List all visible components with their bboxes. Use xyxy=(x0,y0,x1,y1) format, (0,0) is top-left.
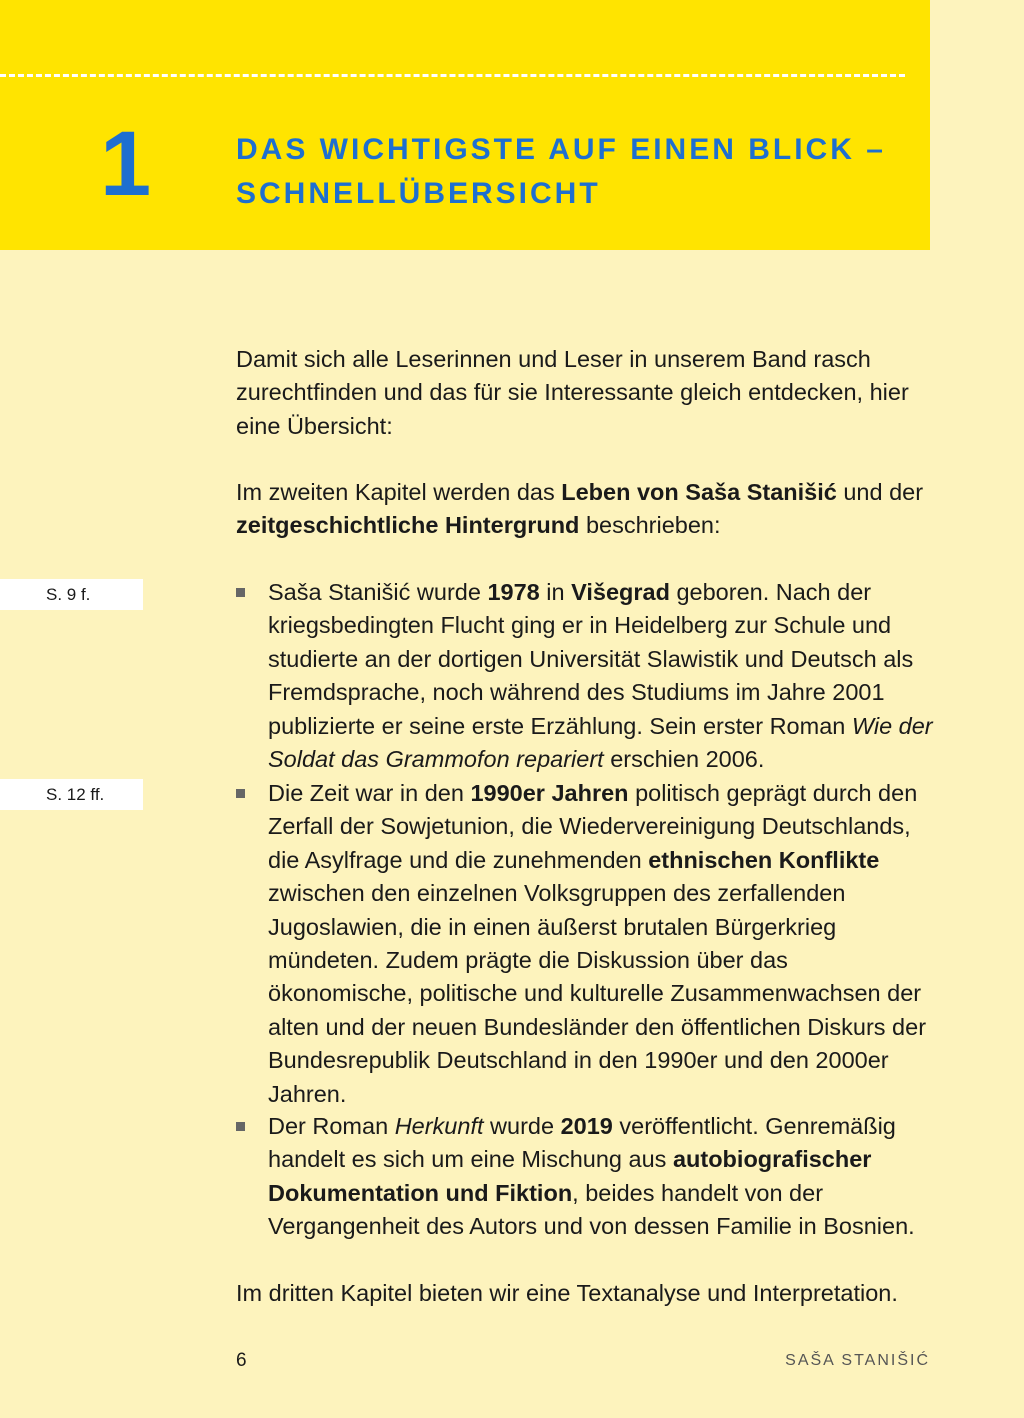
page-number: 6 xyxy=(236,1350,247,1371)
chapter2-intro-bold: zeitgeschichtliche Hintergrund xyxy=(236,512,580,539)
running-footer-author: SAŠA STANIŠIĆ xyxy=(785,1352,930,1369)
chapter2-intro-text: und der xyxy=(836,479,924,505)
bullet-square-icon xyxy=(236,789,245,798)
dashed-rule xyxy=(0,74,905,77)
chapter2-intro-paragraph xyxy=(236,476,936,543)
bullet-item xyxy=(236,777,936,1111)
margin-reference: S. 12 ff. xyxy=(0,779,143,810)
margin-reference: S. 9 f. xyxy=(0,579,143,610)
bullet-item xyxy=(236,1110,936,1244)
chapter-title xyxy=(236,128,916,216)
chapter-title-line2: SCHNELLÜBERSICHT xyxy=(236,177,601,210)
bullet-text: Saša Stanišić wurde 1978 in Višegrad geboren. Nach der kriegsbedingten Flucht ging er in Heidelberg zur Schule und studierte an der dortigen Universität Slawistik und Deutsch als Fremdsprache, noch während des Studiums im Jahre 2001 publizierte er seine erste Erzählung. Sein erster Roman Wie der Soldat das Grammofon repariert erschien 2006. xyxy=(268,579,933,773)
bullet-item xyxy=(236,576,936,776)
chapter2-intro-text: beschrieben: xyxy=(579,512,721,539)
bullet-square-icon xyxy=(236,588,245,597)
chapter-header-band xyxy=(0,0,930,250)
bullet-square-icon xyxy=(236,1122,245,1131)
bullet-text: Der Roman Herkunft wurde 2019 veröffentlicht. Genremäßig handelt es sich um eine Mischung aus autobiografischer Dokumentation und Fiktion, beides handelt von der Vergangenheit des Autors und von dessen Familie in Bosnien. xyxy=(268,1113,915,1240)
chapter-number: 1 xyxy=(100,113,152,215)
bullet-text: Die Zeit war in den 1990er Jahren politisch geprägt durch den Zerfall der Sowjetunion, die Wiedervereinigung Deutschlands, die Asylfrage und die zunehmenden ethnischen Konflikte zwischen den einzelnen Volksgruppen des zerfallenden Jugoslawien, die in einen äußerst brutalen Bürgerkrieg mündeten. Zudem prägte die Diskussion über das ökonomische, politische und kulturelle Zusammenwachsen der alten und der neuen Bundesländer den öffentlichen Diskurs der Bundesrepublik Deutschland in den 1990er und den 2000er Jahren. xyxy=(268,780,927,1107)
chapter3-paragraph: Im dritten Kapitel bieten wir eine Textanalyse und Interpretation. xyxy=(236,1280,898,1306)
chapter-title-line1: DAS WICHTIGSTE AUF EINEN BLICK – xyxy=(236,133,886,166)
chapter2-intro-bold: Leben von Saša Stanišić xyxy=(561,479,837,505)
chapter2-intro-text: Im zweiten Kapitel werden das xyxy=(236,479,562,505)
intro-paragraph: Damit sich alle Leserinnen und Leser in unserem Band rasch zurechtfinden und das für sie Interessante gleich entdecken, hier eine Übersicht: xyxy=(236,346,909,439)
